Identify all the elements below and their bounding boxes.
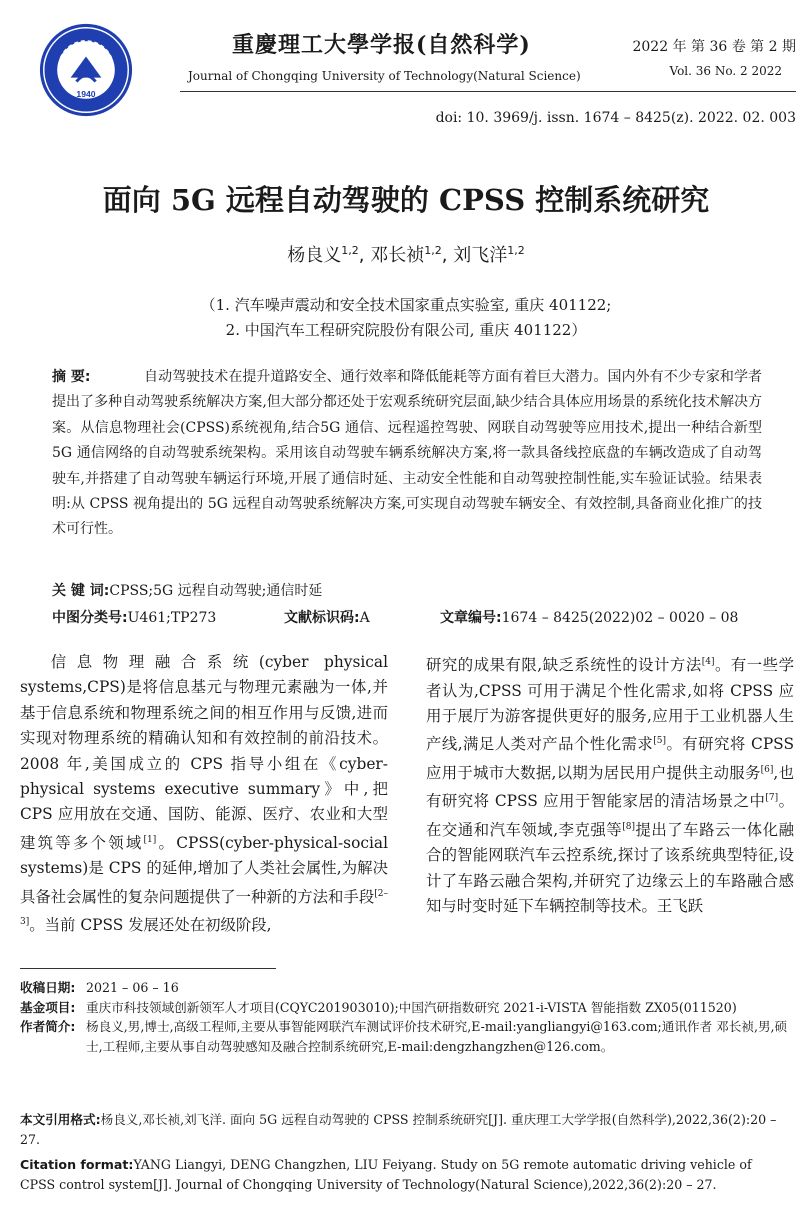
- body-column-left: [20, 650, 388, 939]
- citation-ref[interactable]: [1]: [143, 834, 157, 845]
- footnote-rule: [20, 968, 276, 969]
- citation-format-cn: [20, 1110, 790, 1150]
- body-text: 。有一些学者认为,CPSS 可用于满足个性化需求,如将 CPSS 应用于展厅为游客提供更好的服务,应用于工业机器人生产线,满足人类对产品个性化需求: [426, 656, 794, 754]
- doc-code-label: 文献标识码:: [284, 610, 360, 626]
- citation-format-en: [20, 1155, 790, 1195]
- keywords-text: CPSS;5G 远程自动驾驶;通信时延: [109, 583, 323, 599]
- abstract-text: 自动驾驶技术在提升道路安全、通行效率和降低能耗等方面有着巨大潜力。国内外有不少专家和学者提出了多种自动驾驶系统解决方案,但大部分都还处于宏观系统研究层面,缺少结合具体应用场景的系统化技术解决方案。从信息物理社会(CPSS)系统视角,结合5G 通信、远程遥控驾驶、网联自动驾驶等应用技术,提出一种结合新型 5G 通信网络的自动驾驶系统架构。采用该自动驾驶车辆系统解决方案,将一款具备线控底盘的车辆改造成了自动驾驶车,并搭建了自动驾驶车辆运行环境,开展了通信时延、主动安全性能和自动驾驶控制性能,实车验证试验。结果表明:从 CPSS 视角提出的 5G 远程自动驾驶系统解决方案,可实现自动驾驶车辆安全、有效控制,具备商业化推广的技术可行性。: [52, 369, 762, 538]
- logo-year: 1940: [76, 88, 96, 99]
- header-rule: [180, 91, 796, 92]
- author-separator: ,: [441, 245, 448, 266]
- author-bio: [20, 1017, 790, 1056]
- bio-value: 杨良义,男,博士,高级工程师,主要从事智能网联汽车测试评价技术研究,E-mail:yangliangyi@163.com;通讯作者 邓长祯,男,硕士,工程师,主要从事自动驾驶感知及融合控制系统研究,E-mail:dengzhangzhen@126.com。: [86, 1019, 788, 1054]
- article-title: 面向 5G 远程自动驾驶的 CPSS 控制系统研究: [102, 183, 710, 217]
- author-affil-sup: 1,2: [341, 244, 359, 257]
- bio-label: 作者简介:: [20, 1019, 76, 1034]
- keywords: [52, 580, 322, 600]
- received-value: 2021 – 06 – 16: [86, 980, 179, 995]
- affiliation-2: 2. 中国汽车工程研究院股份有限公司, 重庆 401122）: [225, 321, 587, 339]
- article-no: 1674 – 8425(2022)02 – 0020 – 08: [501, 610, 739, 626]
- doi: doi: 10. 3969/j. issn. 1674 – 8425(z). 2022. 02. 003: [435, 110, 796, 126]
- university-seal-logo: [38, 22, 134, 118]
- citation-cn-label: 本文引用格式:: [20, 1112, 101, 1127]
- body-text: 。有研究将 CPSS 应用于城市大数据,以期为居民用户提供主动服务: [426, 735, 794, 782]
- fund-label: 基金项目:: [20, 999, 76, 1015]
- author-list: [0, 241, 812, 267]
- received-label: 收稿日期:: [20, 980, 76, 995]
- article-no-label: 文章编号:: [440, 610, 502, 626]
- body-text: 。CPSS(cyber-physical-social systems)是 CPS 的延伸,增加了人类社会属性,为解决具备社会属性的复杂问题提供了一种新的方法和手段: [20, 833, 388, 906]
- body-text: ,也有研究将 CPSS 应用于智能家居的清洁场景之中: [426, 764, 794, 811]
- citation-en-text: YANG Liangyi, DENG Changzhen, LIU Feiyang. Study on 5G remote automatic driving vehicle of CPSS control system[J]. Journal of Chongqing University of Technology(Natural Science),2022,36(2):20 – 27.: [20, 1157, 752, 1192]
- body-text: 。在交通和汽车领域,李克强等: [426, 792, 794, 840]
- received-date: [20, 978, 790, 998]
- body-text: 信息物理融合系统(cyber physical systems,CPS)是将信息基元与物理元素融为一体,并基于信息系统和物理系统之间的相互作用与反馈,进而实现对物理系统的精确认知和有效控制的前沿技术。2008 年,美国成立的 CPS 指导小组在《cyber-physical systems executive summary》中,把 CPS 应用放在交通、国防、能源、医疗、农业和大型建筑等多个领域: [20, 653, 388, 852]
- keywords-label: 关 键 词:: [52, 583, 110, 599]
- body-column-right: [426, 650, 794, 920]
- issue-info-cn: 2022 年 第 36 卷 第 2 期: [632, 39, 796, 55]
- citation-ref[interactable]: [4]: [701, 657, 715, 667]
- citation-ref[interactable]: [6]: [760, 764, 774, 775]
- affiliation-1: （1. 汽车噪声震动和安全技术国家重点实验室, 重庆 401122;: [200, 296, 612, 314]
- citation-en-label: Citation format:: [20, 1157, 134, 1172]
- body-text: 提出了车路云一体化融合的智能网联汽车云控系统,探讨了该系统典型特征,设计了车路云融合架构,并研究了边缘云上的车路融合感知与时变时延下车辆控制等技术。王飞跃: [426, 821, 794, 916]
- citation-ref[interactable]: [2–3]: [20, 888, 388, 928]
- footnotes: [20, 978, 790, 1056]
- fund-value: 重庆市科技领域创新领军人才项目(CQYC201903010);中国汽研指数研究 2021-i-VISTA 智能指数 ZX05(011520): [86, 999, 737, 1015]
- author-name: 杨良义: [287, 245, 342, 266]
- author-name: 刘飞洋: [453, 245, 508, 266]
- clc-code: U461;TP273: [127, 610, 217, 626]
- fund-info: [20, 998, 790, 1018]
- doc-code: A: [359, 610, 370, 626]
- abstract: [52, 365, 762, 543]
- citation-ref[interactable]: [7]: [765, 793, 779, 804]
- citation-ref[interactable]: [5]: [653, 736, 666, 747]
- clc-label: 中图分类号:: [52, 610, 128, 626]
- author-name: 邓长祯: [370, 245, 425, 266]
- journal-name-cn: 重慶理工大學学报(自然科学): [232, 32, 531, 58]
- author-separator: ,: [358, 245, 365, 266]
- abstract-label: 摘 要:: [52, 369, 91, 385]
- body-text: 。当前 CPSS 发展还处在初级阶段,: [29, 916, 272, 935]
- body-text: 研究的成果有限,缺乏系统性的设计方法: [426, 656, 702, 675]
- issue-info-en: Vol. 36 No. 2 2022: [669, 64, 782, 78]
- citation-cn-text: 杨良义,邓长祯,刘飞洋. 面向 5G 远程自动驾驶的 CPSS 控制系统研究[J]. 重庆理工大学学报(自然科学),2022,36(2):20 – 27.: [20, 1112, 777, 1147]
- citation-ref[interactable]: [8]: [622, 821, 635, 832]
- author-affil-sup: 1,2: [507, 244, 525, 257]
- author-affil-sup: 1,2: [424, 244, 442, 257]
- journal-name-en: Journal of Chongqing University of Technology(Natural Science): [188, 69, 581, 83]
